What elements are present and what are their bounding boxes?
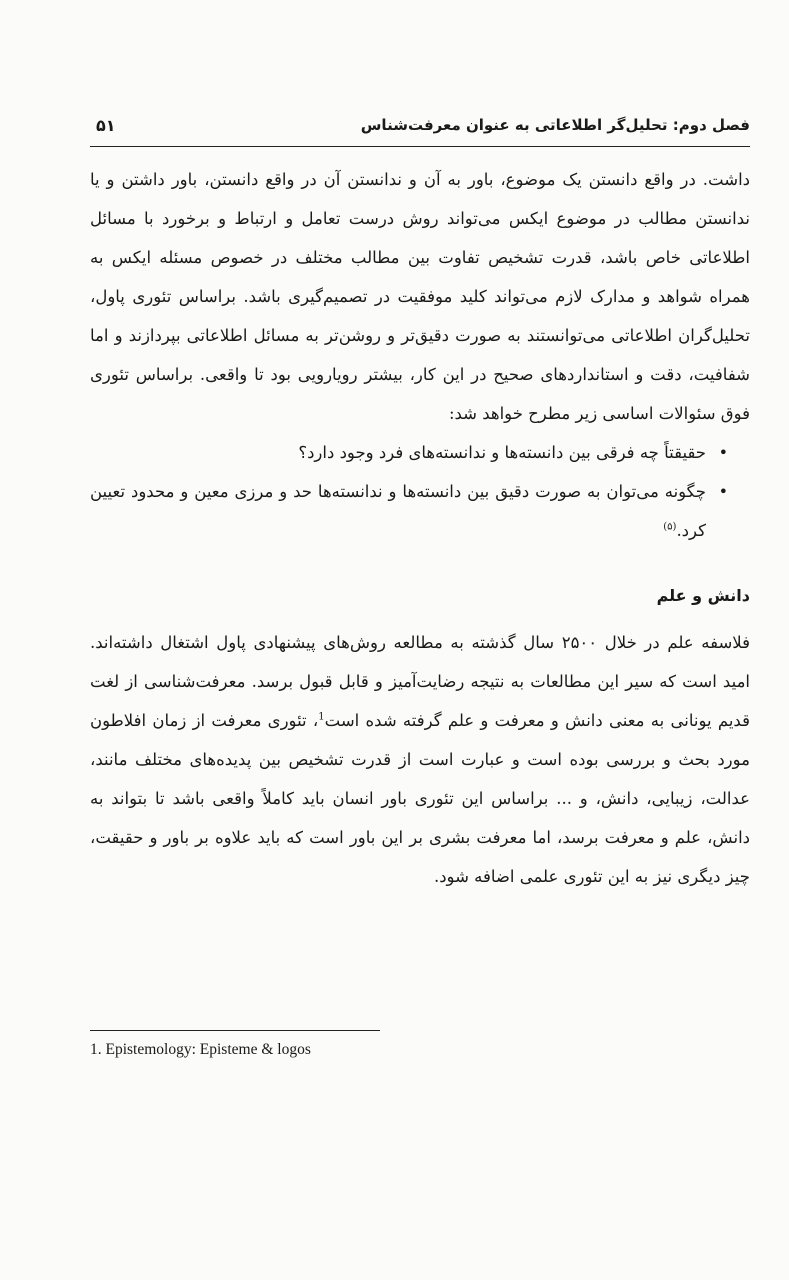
page-number: ۵۱ <box>96 116 116 135</box>
running-header <box>90 112 750 147</box>
footnote-reference: 1 <box>318 711 325 723</box>
footnote: 1. Epistemology: Episteme & logos <box>90 1041 311 1058</box>
note-reference: (۵) <box>663 521 677 533</box>
bullet-icon: • <box>718 482 728 501</box>
page-body <box>90 160 750 896</box>
list-item-text: چگونه می‌توان به صورت دقیق بین دانسته‌ها و ندانسته‌ها حد و مرزی معین و محدود تعیین کرد. <box>90 482 706 540</box>
chapter-title: فصل دوم: تحلیل‌گر اطلاعاتی به عنوان معرفت‌شناس <box>360 116 750 134</box>
bullet-icon: • <box>718 443 728 462</box>
list-item <box>90 433 728 472</box>
paragraph-text: فلاسفه علم در خلال ۲۵۰۰ سال گذشته به مطالعه روش‌های پیشنهادی پاول اشتغال داشته‌اند. امید است که سیر این مطالعات به نتیجه رضایت‌آمیز و قابل قبول برسد. معرفت‌شناسی از لغت قدیم یونانی به معنی دانش و معرفت و علم گرفته شده است <box>90 633 751 730</box>
list-item <box>90 472 728 550</box>
list-item-text: حقیقتاً چه فرقی بین دانسته‌ها و ندانسته‌های فرد وجود دارد؟ <box>298 443 706 462</box>
section-heading: دانش و علم <box>656 586 750 605</box>
paragraph-intro: داشت. در واقع دانستن یک موضوع، باور به آن و ندانستن آن در واقع دانستن، باور داشتن و یا ندانستن مطالب در موضوع ایکس می‌تواند روش درست تعامل و ارتباط و برخورد با مسائل اطلاعاتی خاص باشد، قدرت تشخیص تفاوت بین مطالب مختلف در خصوص مسئله ایکس به همراه شواهد و مدارک لازم می‌تواند کلید موفقیت در تصمیم‌گیری باشد. براساس تئوری پاول، تحلیل‌گران اطلاعاتی می‌توانستند به صورت دقیق‌تر و روشن‌تر به مسائل اطلاعاتی بپردازند و اما شفافیت، دقت و استانداردهای صحیح در این کار، بیشتر رویارویی بود تا واقعی. براساس تئوری فوق سئوالات اساسی زیر مطرح خواهد شد: <box>90 170 750 423</box>
paragraph-knowledge <box>90 623 750 896</box>
footnote-divider <box>90 1030 380 1031</box>
question-list <box>90 433 750 550</box>
paragraph-text: ، تئوری معرفت از زمان افلاطون مورد بحث و بررسی بوده است و عبارت است از قدرت تشخیص بین پدیده‌های مختلف مانند، عدالت، زیبایی، دانش، و ... براساس این تئوری باور انسان باید کاملاً واقعی باشد تا بتواند به دانش، علم و معرفت برسد، اما معرفت بشری بر این باور است که باید علاوه بر باور و حقیقت، چیز دیگری نیز به این تئوری علمی اضافه شود. <box>90 711 750 886</box>
